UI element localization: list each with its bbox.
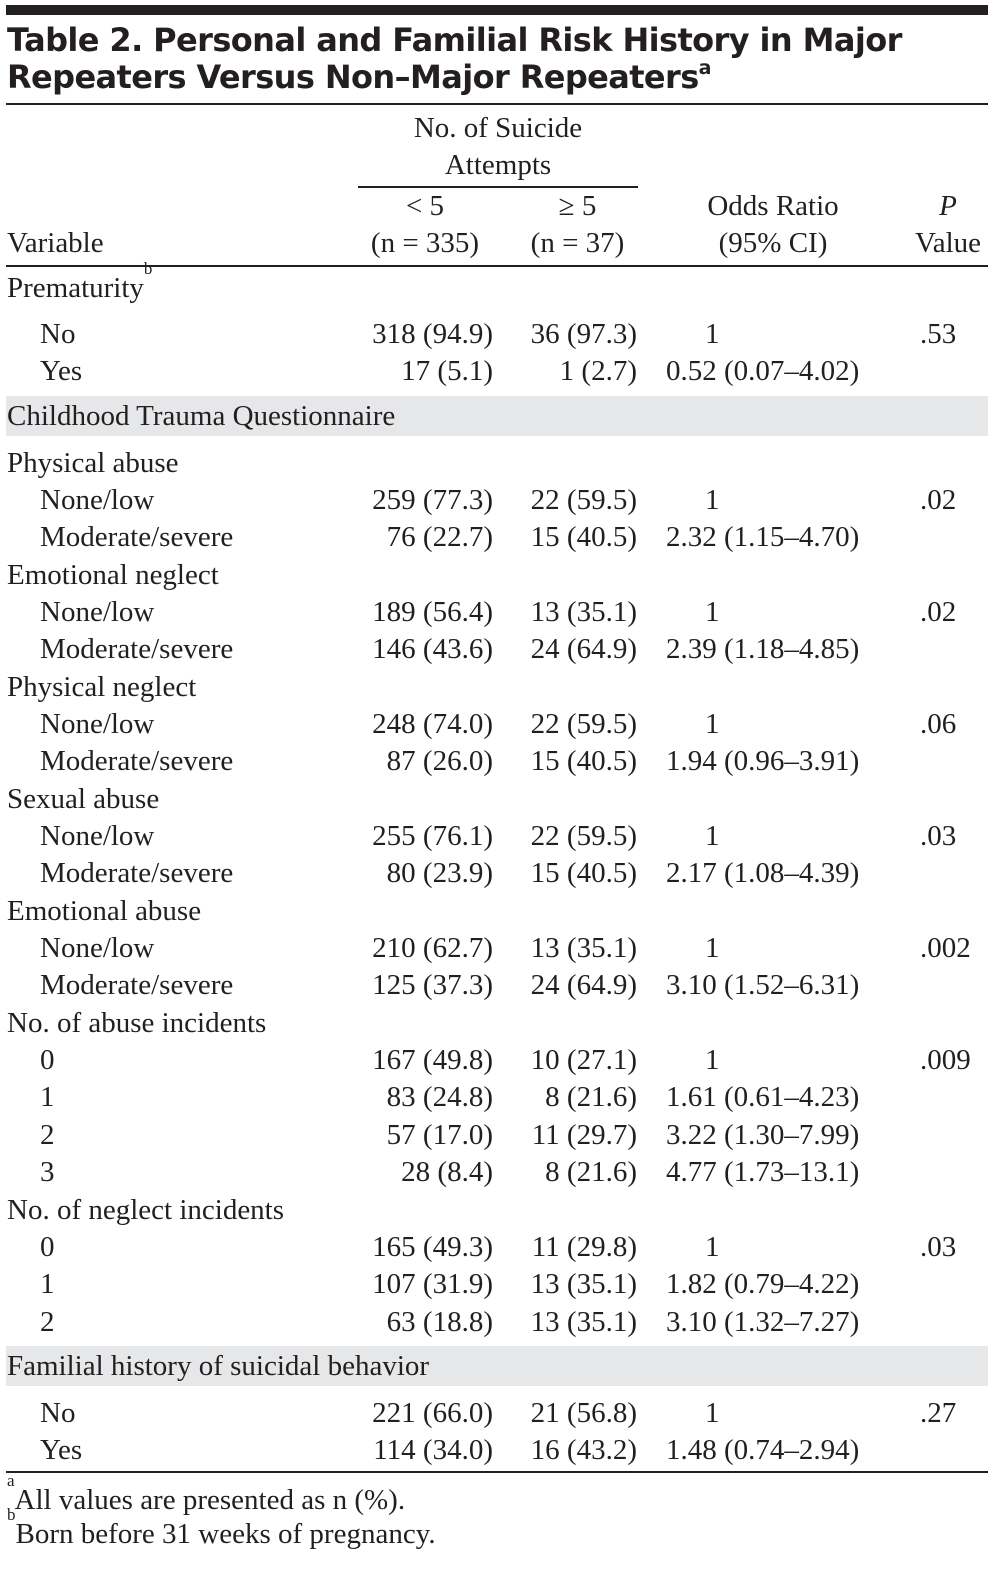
table-row — [0, 1395, 997, 1432]
cell-p-value: .27 — [920, 1397, 957, 1429]
group-label — [358, 110, 638, 184]
cell-p-value: .53 — [920, 318, 957, 350]
cell-p-value: .03 — [920, 820, 957, 852]
title-line-2 — [7, 59, 982, 96]
cell-odds-ratio: 0.52 (0.07–4.02) — [666, 355, 860, 387]
cell-odds-ratio: 1.94 (0.96–3.91) — [666, 745, 860, 777]
cell-p-value: .009 — [920, 1044, 971, 1076]
table-row — [0, 930, 997, 967]
cell-odds-ratio: 1 — [705, 318, 720, 350]
cell-p-value: .06 — [920, 708, 957, 740]
table-row — [0, 1266, 997, 1303]
cell-odds-ratio: 1 — [705, 596, 720, 628]
row-label — [40, 706, 154, 743]
row-label-text: None/low — [40, 820, 155, 852]
table-row — [0, 1229, 997, 1266]
row-label-text: Familial history of suicidal behavior — [7, 1350, 430, 1382]
row-label-text: 0 — [40, 1044, 55, 1076]
table-row — [0, 855, 997, 892]
row-label-text: 1 — [40, 1081, 55, 1113]
cell-ge5: 10 (27.1) — [530, 1044, 637, 1076]
row-label — [40, 353, 82, 390]
row-label-text: Moderate/severe — [40, 521, 234, 553]
footnote-a — [7, 1471, 406, 1517]
cell-lt5: 63 (18.8) — [386, 1306, 493, 1338]
cell-odds-ratio: 1 — [705, 820, 720, 852]
header-odds-ratio — [660, 188, 886, 262]
cell-lt5: 28 (8.4) — [401, 1156, 493, 1188]
row-label-text: None/low — [40, 596, 155, 628]
cell-ge5: 13 (35.1) — [530, 596, 637, 628]
row-label — [7, 1346, 429, 1386]
row-label — [40, 967, 233, 1004]
cell-p-value: .002 — [920, 932, 971, 964]
cell-odds-ratio: 1.82 (0.79–4.22) — [666, 1268, 860, 1300]
cell-odds-ratio: 3.22 (1.30–7.99) — [666, 1119, 860, 1151]
cell-lt5: 210 (62.7) — [372, 932, 493, 964]
cell-ge5: 24 (64.9) — [530, 633, 637, 665]
row-label-text: Physical neglect — [7, 671, 197, 703]
cell-ge5: 15 (40.5) — [530, 857, 637, 889]
table-row — [0, 353, 997, 390]
footnote-b-text: Born before 31 weeks of pregnancy. — [15, 1518, 436, 1550]
cell-lt5: 248 (74.0) — [372, 708, 493, 740]
cell-odds-ratio: 2.32 (1.15–4.70) — [666, 521, 860, 553]
header-p-value-line-1: P — [939, 190, 957, 222]
header-variable: Variable — [7, 227, 104, 259]
cell-ge5: 8 (21.6) — [545, 1156, 637, 1188]
row-label-text: Emotional neglect — [7, 559, 219, 591]
group-row — [0, 445, 997, 482]
row-label — [40, 519, 233, 556]
row-label — [40, 1079, 55, 1116]
row-label-text: Yes — [40, 1434, 83, 1466]
top-bar — [6, 5, 988, 15]
row-label — [40, 631, 233, 668]
header-col-ge5-line-1: ≥ 5 — [558, 190, 597, 222]
row-label — [40, 482, 154, 519]
title-line-1: Table 2. Personal and Familial Risk History in Major — [7, 21, 902, 59]
cell-odds-ratio: 1.61 (0.61–4.23) — [666, 1081, 860, 1113]
cell-ge5: 16 (43.2) — [530, 1434, 637, 1466]
header-col-ge5-line-2: (n = 37) — [530, 227, 625, 259]
row-label — [40, 818, 154, 855]
cell-lt5: 87 (26.0) — [386, 745, 493, 777]
row-label — [7, 1005, 266, 1042]
cell-ge5: 15 (40.5) — [530, 745, 637, 777]
cell-ge5: 15 (40.5) — [530, 521, 637, 553]
footnote-a-mark: a — [7, 1471, 15, 1491]
table-row — [0, 706, 997, 743]
row-label-text: No. of abuse incidents — [7, 1007, 267, 1039]
cell-odds-ratio: 1 — [705, 1397, 720, 1429]
cell-lt5: 107 (31.9) — [372, 1268, 493, 1300]
table-row — [0, 1154, 997, 1191]
row-label — [40, 1117, 55, 1154]
row-label-text: Moderate/severe — [40, 745, 234, 777]
group-label-line-1: No. of Suicide — [413, 112, 583, 144]
cell-p-value: .03 — [920, 1231, 957, 1263]
table-row — [0, 1117, 997, 1154]
row-label — [7, 1192, 284, 1229]
footnote-a-text: All values are presented as n (%). — [14, 1484, 406, 1516]
cell-lt5: 17 (5.1) — [401, 355, 493, 387]
group-row — [0, 1005, 997, 1042]
cell-ge5: 13 (35.1) — [530, 1306, 637, 1338]
table-row — [0, 594, 997, 631]
cell-odds-ratio: 1 — [705, 1044, 720, 1076]
table-row — [0, 631, 997, 668]
row-label-text: Emotional abuse — [7, 895, 202, 927]
row-label-text: Moderate/severe — [40, 857, 234, 889]
cell-lt5: 259 (77.3) — [372, 484, 493, 516]
row-label — [40, 1229, 55, 1266]
row-label — [40, 743, 233, 780]
cell-lt5: 76 (22.7) — [386, 521, 493, 553]
cell-ge5: 11 (29.7) — [531, 1119, 637, 1151]
row-label-text: Yes — [40, 355, 83, 387]
cell-lt5: 318 (94.9) — [372, 318, 493, 350]
row-label — [40, 1395, 75, 1432]
row-label — [7, 396, 395, 436]
cell-ge5: 11 (29.8) — [531, 1231, 637, 1263]
row-label — [40, 316, 75, 353]
row-label-text: No. of neglect incidents — [7, 1194, 285, 1226]
row-footnote-mark: b — [143, 259, 153, 279]
table-row — [0, 482, 997, 519]
cell-ge5: 22 (59.5) — [530, 820, 637, 852]
cell-ge5: 36 (97.3) — [530, 318, 637, 350]
row-label — [40, 855, 233, 892]
cell-ge5: 8 (21.6) — [545, 1081, 637, 1113]
cell-lt5: 221 (66.0) — [372, 1397, 493, 1429]
cell-odds-ratio: 3.10 (1.52–6.31) — [666, 969, 860, 1001]
header-bottom-rule — [6, 265, 988, 267]
table-row — [0, 519, 997, 556]
cell-ge5: 22 (59.5) — [530, 484, 637, 516]
cell-odds-ratio: 4.77 (1.73–13.1) — [666, 1156, 860, 1188]
row-label — [7, 669, 196, 706]
row-label — [7, 259, 153, 307]
row-label-text: No — [40, 318, 76, 350]
cell-odds-ratio: 1 — [705, 932, 720, 964]
cell-lt5: 167 (49.8) — [372, 1044, 493, 1076]
group-row — [0, 1192, 997, 1229]
row-label — [40, 1432, 82, 1469]
cell-odds-ratio: 1 — [705, 1231, 720, 1263]
table-row — [0, 1079, 997, 1116]
row-label-text: 3 — [40, 1156, 55, 1188]
table-row — [0, 316, 997, 353]
header-col-lt5-line-2: (n = 335) — [370, 227, 480, 259]
row-label-text: 0 — [40, 1231, 55, 1263]
table-row — [0, 743, 997, 780]
row-label-text: Moderate/severe — [40, 633, 234, 665]
cell-lt5: 114 (34.0) — [373, 1434, 493, 1466]
row-label-text: 2 — [40, 1306, 55, 1338]
row-label-text: None/low — [40, 708, 155, 740]
cell-ge5: 21 (56.8) — [530, 1397, 637, 1429]
row-label — [7, 445, 179, 482]
section-row — [6, 396, 988, 436]
cell-lt5: 80 (23.9) — [386, 857, 493, 889]
cell-ge5: 22 (59.5) — [530, 708, 637, 740]
row-label-text: No — [40, 1397, 76, 1429]
header-top-rule — [6, 103, 988, 105]
cell-lt5: 189 (56.4) — [372, 596, 493, 628]
row-label-text: Childhood Trauma Questionnaire — [7, 400, 396, 432]
title-line-2-text: Repeaters Versus Non–Major Repeaters — [7, 58, 699, 96]
header-col-ge5 — [505, 188, 650, 262]
group-row — [0, 781, 997, 818]
cell-ge5: 24 (64.9) — [530, 969, 637, 1001]
cell-odds-ratio: 1 — [705, 484, 720, 516]
header-p-value-line-2: Value — [914, 227, 982, 259]
footnote-b-mark: b — [7, 1505, 16, 1525]
cell-lt5: 57 (17.0) — [386, 1119, 493, 1151]
row-label — [7, 557, 219, 594]
row-label-text: 2 — [40, 1119, 55, 1151]
header-odds-ratio-line-2: (95% CI) — [718, 227, 828, 259]
row-label-text: None/low — [40, 932, 155, 964]
cell-ge5: 13 (35.1) — [530, 1268, 637, 1300]
header-p-value — [902, 188, 994, 262]
group-label-line-2: Attempts — [444, 149, 552, 181]
group-row — [0, 669, 997, 706]
group-row — [0, 557, 997, 594]
table-row — [0, 818, 997, 855]
row-label-text: Moderate/severe — [40, 969, 234, 1001]
title-footnote-mark: a — [698, 57, 711, 80]
table-row — [0, 1042, 997, 1079]
cell-p-value: .02 — [920, 484, 957, 516]
row-label-text: Physical abuse — [7, 447, 179, 479]
row-label — [7, 781, 159, 818]
cell-lt5: 125 (37.3) — [372, 969, 493, 1001]
table-bottom-rule — [6, 1471, 988, 1473]
row-label — [40, 594, 154, 631]
cell-odds-ratio: 2.39 (1.18–4.85) — [666, 633, 860, 665]
cell-lt5: 146 (43.6) — [372, 633, 493, 665]
table-title — [7, 22, 982, 96]
row-label — [40, 1304, 55, 1341]
row-label — [40, 1042, 55, 1079]
row-label-text: None/low — [40, 484, 155, 516]
group-row — [0, 893, 997, 930]
cell-ge5: 1 (2.7) — [559, 355, 637, 387]
row-label — [40, 930, 154, 967]
cell-odds-ratio: 1.48 (0.74–2.94) — [666, 1434, 860, 1466]
cell-p-value: .02 — [920, 596, 957, 628]
header-odds-ratio-line-1: Odds Ratio — [707, 190, 839, 222]
cell-odds-ratio: 3.10 (1.32–7.27) — [666, 1306, 860, 1338]
cell-lt5: 255 (76.1) — [372, 820, 493, 852]
header-col-lt5-line-1: < 5 — [405, 190, 445, 222]
row-label-text: 1 — [40, 1268, 55, 1300]
row-label — [7, 893, 201, 930]
footnote-b — [7, 1505, 436, 1551]
cell-odds-ratio: 1 — [705, 708, 720, 740]
group-row — [0, 259, 997, 307]
section-row — [6, 1346, 988, 1386]
row-label-text: Sexual abuse — [7, 783, 160, 815]
cell-lt5: 165 (49.3) — [372, 1231, 493, 1263]
table-row — [0, 1304, 997, 1341]
cell-lt5: 83 (24.8) — [386, 1081, 493, 1113]
row-label — [40, 1266, 55, 1303]
cell-odds-ratio: 2.17 (1.08–4.39) — [666, 857, 860, 889]
table-row — [0, 967, 997, 1004]
table-row — [0, 1432, 997, 1469]
row-label-text: Prematurity — [7, 272, 144, 304]
cell-ge5: 13 (35.1) — [530, 932, 637, 964]
header-col-lt5 — [345, 188, 505, 262]
row-label — [40, 1154, 55, 1191]
